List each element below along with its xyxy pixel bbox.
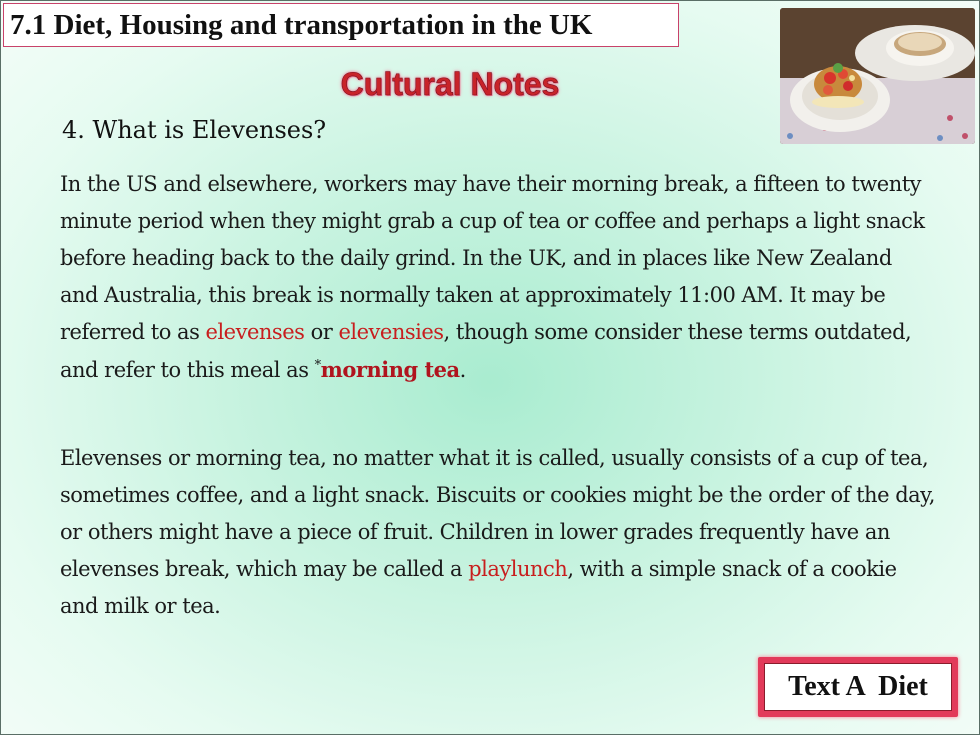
section-subtitle: Cultural Notes	[340, 66, 560, 102]
connector-text: or	[304, 320, 339, 344]
paragraph-elevenses-content	[60, 440, 935, 625]
page-title: 7.1 Diet, Housing and transportation in the UK	[10, 8, 593, 41]
paragraph-elevenses-intro	[60, 166, 935, 389]
text-a-diet-button[interactable]	[758, 657, 958, 717]
paragraph-text: Elevenses or morning tea, no matter what it is called, usually consists of a cup of tea, sometimes coffee, and a light snack. Biscuits or cookies might be the order of the day, or others might have a piece of fruit. Children in lower grades frequently have an elevenses break, which may be called a	[60, 446, 935, 581]
term-playlunch: playlunch	[468, 557, 568, 581]
term-elevenses: elevenses	[205, 320, 305, 344]
footnote-asterisk: *	[314, 358, 321, 373]
paragraph-end: , with a simple snack of a cookie and milk or tea.	[60, 557, 897, 618]
paragraph-text: , though some consider these terms outdated, and refer to this meal as	[60, 320, 912, 382]
term-elevensies: elevensies	[338, 320, 444, 344]
term-morning-tea: morning tea	[320, 357, 460, 382]
text-a-diet-label: Text A Diet	[764, 663, 952, 711]
title-box	[3, 3, 679, 47]
question-heading: 4. What is Elevenses?	[62, 116, 327, 144]
paragraph-end: .	[459, 358, 466, 382]
paragraph-text: In the US and elsewhere, workers may have their morning break, a fifteen to twenty minute period when they might grab a cup of tea or coffee and perhaps a light snack before heading back to the daily grind. In the UK, and in places like New Zealand and Australia, this break is normally taken at approximately 11:00 AM. It may be referred to as	[60, 172, 925, 344]
